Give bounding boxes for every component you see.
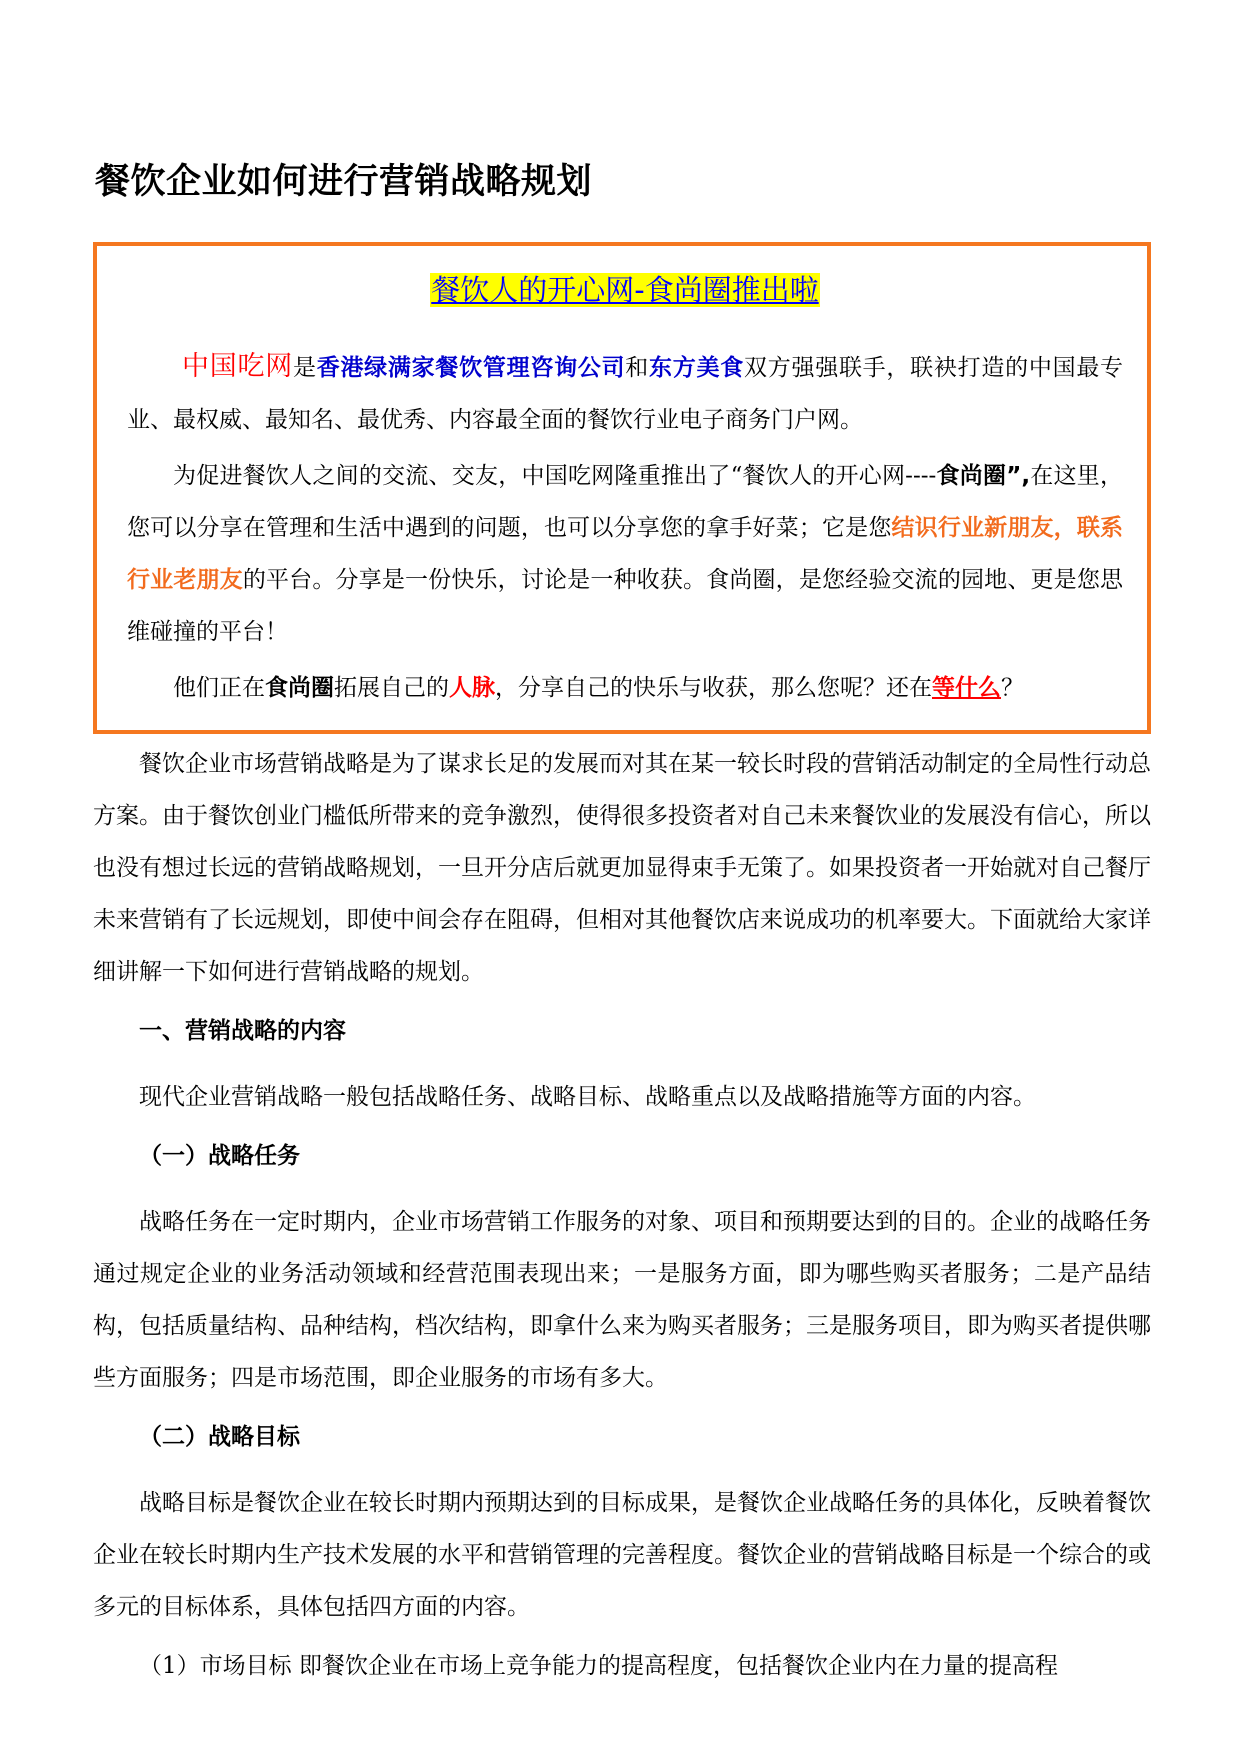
promo-p3-text-1: 他们正在: [173, 675, 265, 701]
promo-paragraph-1: [127, 341, 1123, 446]
promo-p2-text-2: 在这里，您可以分享在管理和生活中遇到的问题，也可以分享您的拿手好菜；它是您: [127, 463, 1124, 541]
section-heading-1: 一、营销战略的内容: [139, 1018, 346, 1044]
promo-p1-text-2: 和: [625, 355, 650, 381]
page-title: 餐饮企业如何进行营销战略规划: [95, 162, 593, 202]
promo-p1-text-1: 是: [292, 355, 317, 381]
market-goal-paragraph: （1）市场目标 即餐饮企业在市场上竞争能力的提高程度，包括餐饮企业内在力量的提高程: [139, 1653, 1058, 1679]
promo-box: [93, 242, 1151, 734]
brand-lvmanjia: 香港绿满家餐饮管理咨询公司: [316, 355, 626, 381]
promo-p2-text-3: 的平台。分享是一份快乐，讨论是一种收获。食尚圈，是您经验交流的园地、更是您思维碰撞的平台！: [127, 567, 1124, 645]
promo-paragraph-2: [127, 450, 1123, 658]
promo-p3-bold-1: 食尚圈: [265, 675, 334, 701]
intro-paragraph: 餐饮企业市场营销战略是为了谋求长足的发展而对其在某一较长时段的营销活动制定的全局性行动总方案。由于餐饮创业门槛低所带来的竞争激烈，使得很多投资者对自己未来餐饮业的发展没有信心，所以也没有想过长远的营销战略规划，一旦开分店后就更加显得束手无策了。如果投资者一开始就对自己餐厅未来营销有了长远规划，即使中间会存在阻碍，但相对其他餐饮店来说成功的机率要大。下面就给大家详细讲解一下如何进行营销战略的规划。: [93, 751, 1151, 985]
promo-p2-bold-1: 食尚圈”,: [936, 463, 1031, 489]
brand-dongfang-meishi: 东方美食: [649, 355, 744, 381]
promo-p2-highlight: 结识行业新朋友，联系行业老朋友: [127, 515, 1124, 593]
sub-heading-strategic-goal: （二）战略目标: [139, 1424, 300, 1450]
promo-p1-text-3: 双方强强联手，联袂打造的中国最专业、最权威、最知名、最优秀、内容最全面的餐饮行业电子商务门户网。: [127, 355, 1124, 433]
promo-p3-text-2: 拓展自己的: [334, 675, 449, 701]
promo-p3-renmai: 人脉: [449, 675, 495, 701]
strategic-task-paragraph: 战略任务在一定时期内，企业市场营销工作服务的对象、项目和预期要达到的目的。企业的战略任务通过规定企业的业务活动领域和经营范围表现出来；一是服务方面，即为哪些购买者服务；二是产品结构，包括质量结构、品种结构，档次结构，即拿什么来为购买者服务；三是服务项目，即为购买者提供哪些方面服务；四是市场范围，即企业服务的市场有多大。: [93, 1209, 1151, 1391]
promo-heading: [127, 266, 1123, 319]
wait-what-link[interactable]: 等什么: [932, 675, 1001, 701]
sub-heading-strategic-task: （一）战略任务: [139, 1143, 300, 1169]
article-body: [93, 738, 1151, 1699]
promo-p3-text-3: ，分享自己的快乐与收获，那么您呢？还在: [495, 675, 932, 701]
strategic-goal-paragraph: 战略目标是餐饮企业在较长时期内预期达到的目标成果，是餐饮企业战略任务的具体化，反映着餐饮企业在较长时期内生产技术发展的水平和营销管理的完善程度。餐饮企业的营销战略目标是一个综合的或多元的目标体系，具体包括四方面的内容。: [93, 1490, 1151, 1620]
promo-p2-text-1: 为促进餐饮人之间的交流、交友，中国吃网隆重推出了“餐饮人的开心网----: [173, 463, 937, 489]
promo-paragraph-3: [127, 662, 1123, 714]
promo-p3-text-4: ？: [1001, 675, 1024, 701]
section-1-paragraph: 现代企业营销战略一般包括战略任务、战略目标、战略重点以及战略措施等方面的内容。: [139, 1084, 1036, 1110]
brand-china-eat-net: 中国吃网: [182, 351, 293, 382]
promo-heading-text: 餐饮人的开心网-食尚圈推出啦: [431, 273, 819, 307]
